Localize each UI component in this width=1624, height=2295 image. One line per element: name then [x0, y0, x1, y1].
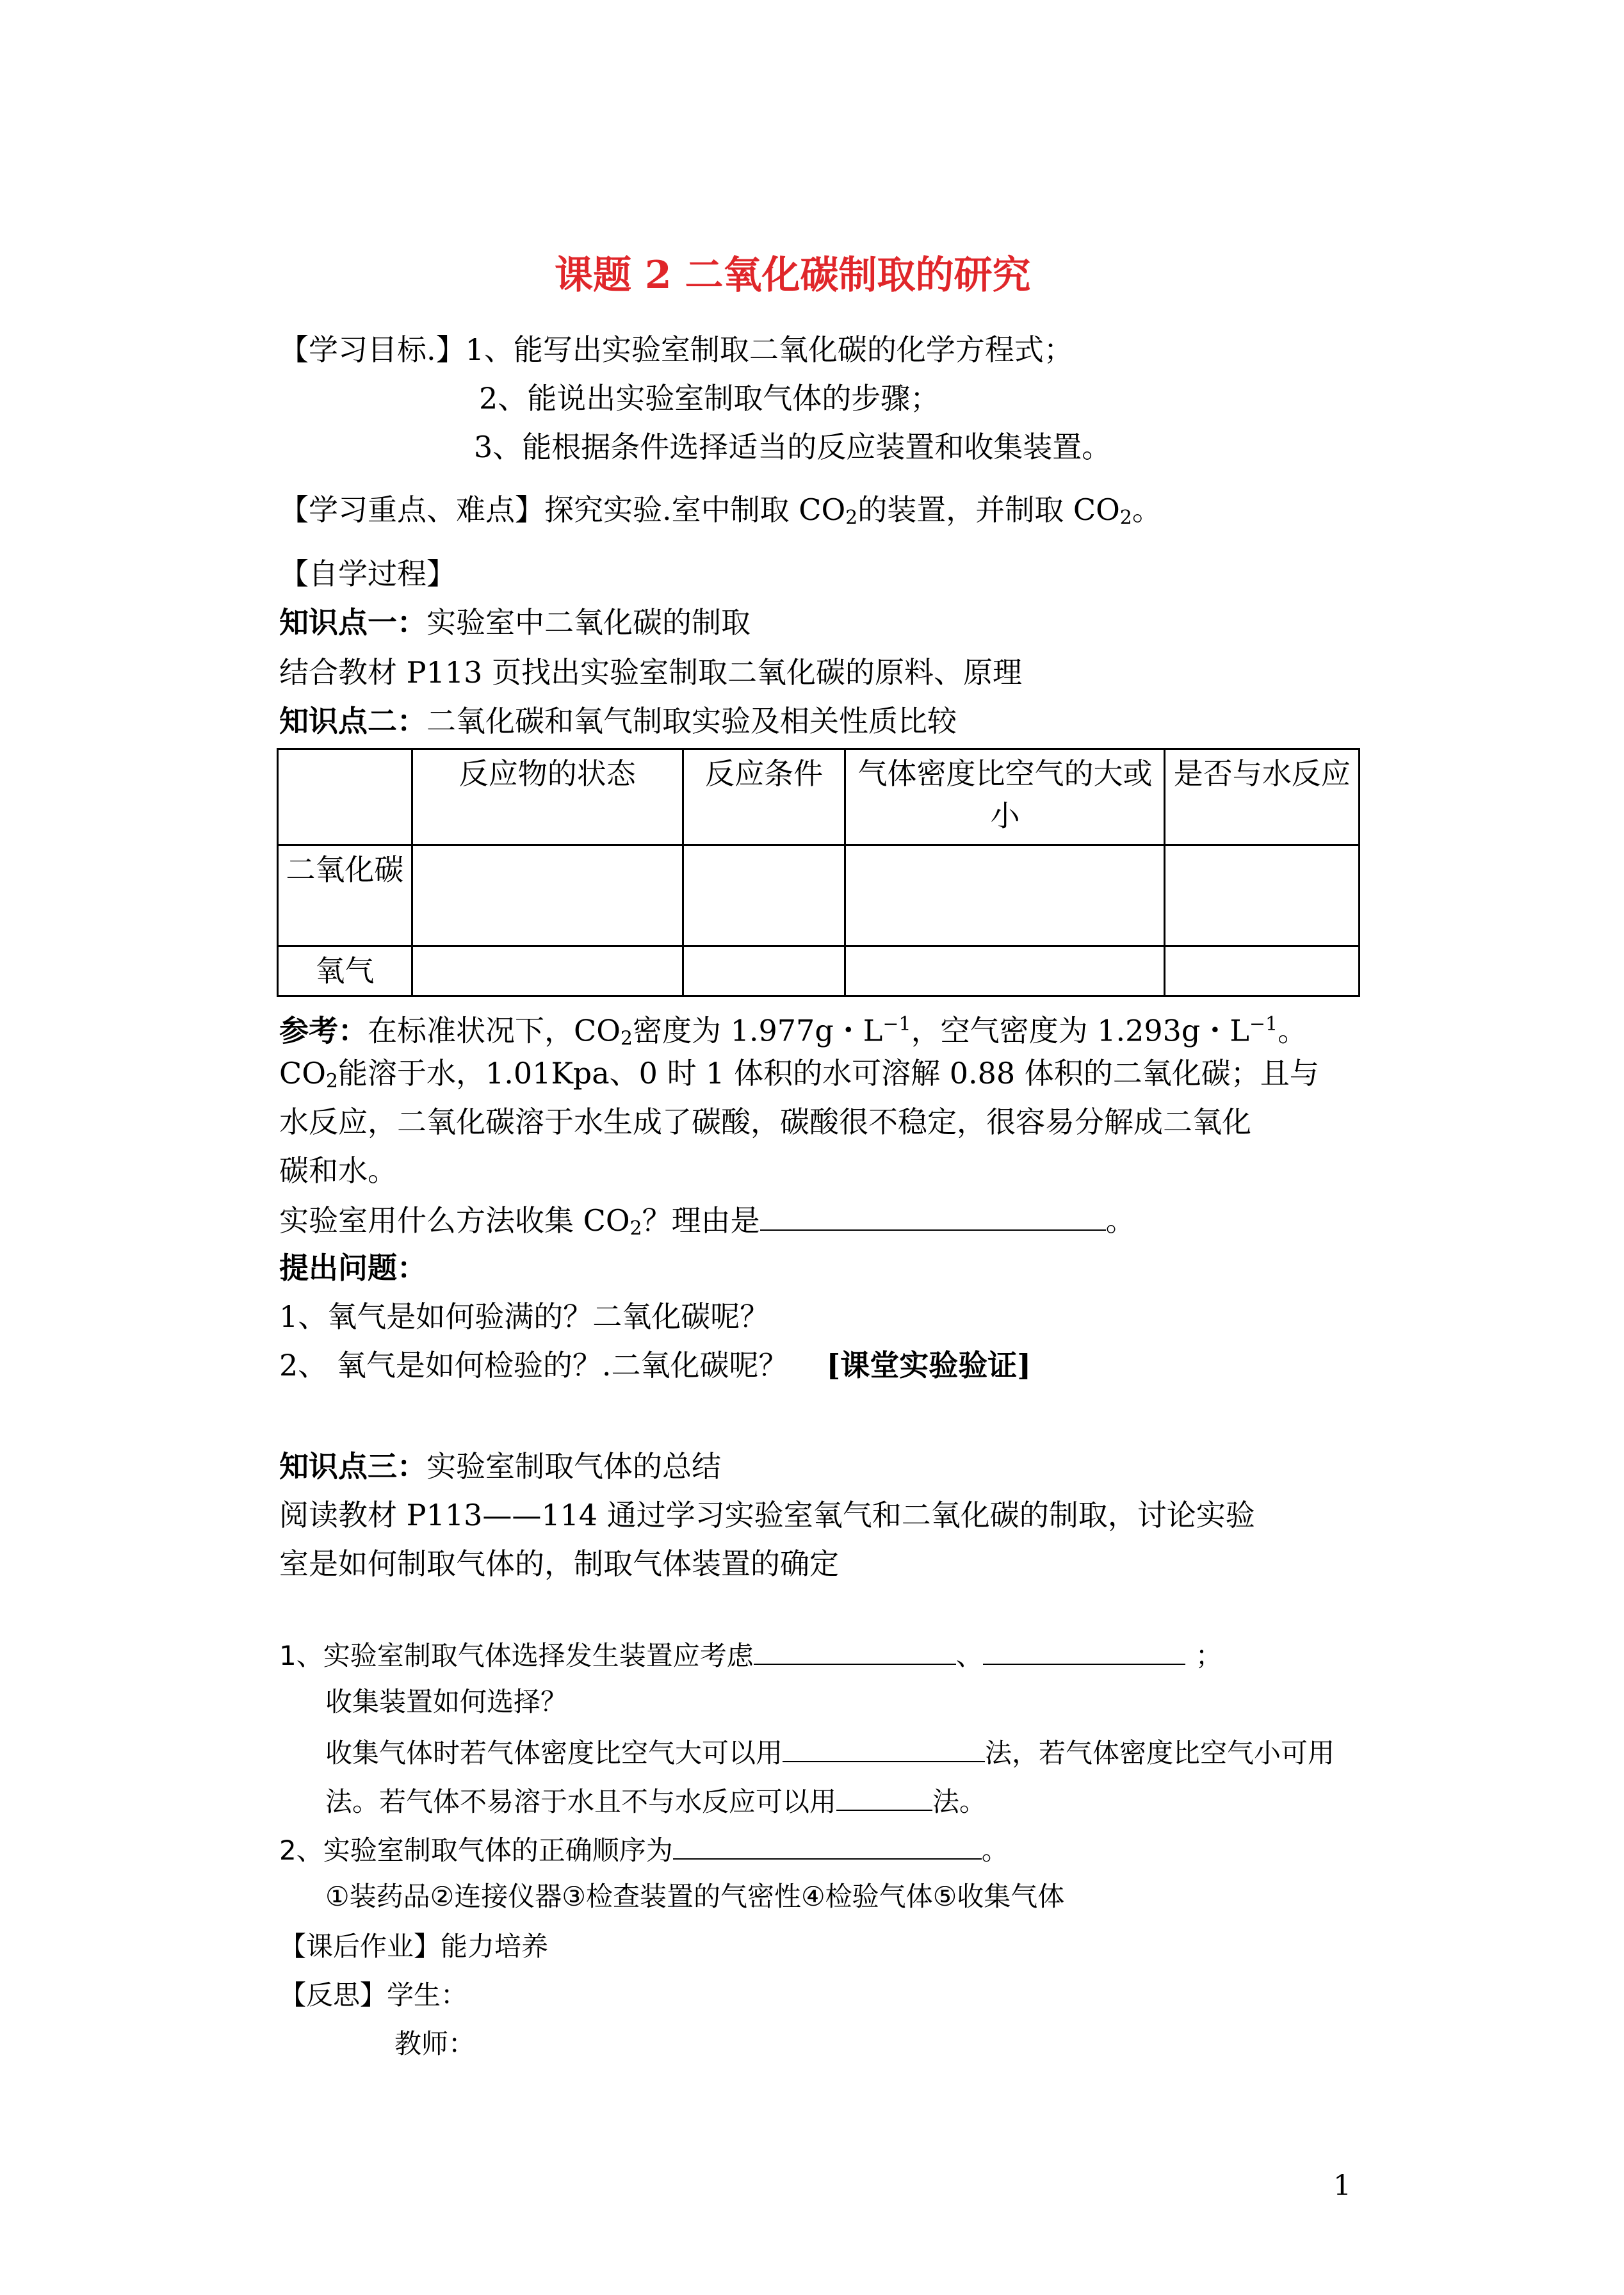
- table-row: [278, 845, 1360, 946]
- comparison-table: [277, 748, 1360, 997]
- knowledge-point-1: [279, 603, 751, 642]
- table-cell: [1165, 845, 1360, 946]
- key-points-sub-2: 2: [1119, 507, 1132, 529]
- questions-label: 提出问题：: [279, 1251, 426, 1285]
- summary-steps: ①装药品②连接仪器③检查装置的气密性④检验气体⑤收集气体: [325, 1881, 1065, 1912]
- knowledge-point-2: [279, 702, 957, 740]
- ref-l1-d: 。: [1278, 1013, 1308, 1048]
- reference-line-2: [279, 1054, 1319, 1101]
- table-cell: [845, 946, 1165, 996]
- s1-l3-b: 法，若气体密度比空气小可用: [985, 1737, 1335, 1769]
- homework: 【课后作业】能力培养: [279, 1931, 549, 1962]
- q-sub: 2: [629, 1217, 642, 1240]
- key-points-text-b: 的装置，并制取 CO: [857, 492, 1120, 527]
- summary-1-line-3: [325, 1731, 1335, 1772]
- knowledge-point-3: [279, 1447, 721, 1486]
- page-title: 课题 2 二氧化碳制取的研究: [555, 253, 1031, 298]
- verify-label: [课堂实验验证]: [826, 1348, 1032, 1383]
- reference-label: 参考：: [279, 1013, 368, 1048]
- q-text-b: ？理由是: [642, 1203, 760, 1238]
- summary-1-line-4: [325, 1780, 986, 1821]
- ref-sub: 2: [620, 1027, 633, 1050]
- ref-l1-c: ，空气密度为 1.293g・L: [911, 1013, 1249, 1048]
- table-header-row: [278, 749, 1360, 845]
- objectives-line-1: [279, 330, 1073, 369]
- table-header-cell: 反应物的状态: [412, 749, 683, 845]
- key-points-sub-1: 2: [845, 507, 858, 529]
- question-2: [279, 1346, 1031, 1384]
- page-number: 1: [1333, 2169, 1351, 2202]
- row-label: 二氧化碳: [278, 845, 412, 946]
- k1-text: 实验室中二氧化碳的制取: [426, 605, 751, 640]
- key-points-text-c: 。: [1132, 492, 1162, 527]
- s1-end: ；: [1195, 1640, 1222, 1671]
- answer-blank[interactable]: [754, 1634, 956, 1665]
- ref-sup: −1: [1249, 1013, 1278, 1035]
- s1-l4-b: 法。: [932, 1786, 987, 1817]
- table-header-cell: [278, 749, 412, 845]
- s1-l3-a: 收集气体时若气体密度比空气大可以用: [325, 1737, 783, 1769]
- reflection-teacher: 教师：: [394, 2028, 476, 2059]
- ref-l2-b: 能溶于水，1.01Kpa、0 时 1 体积的水可溶解 0.88 体积的二氧化碳；且与: [338, 1056, 1319, 1091]
- row-label: 氧气: [278, 946, 412, 996]
- summary-collection-question: 收集装置如何选择？: [325, 1686, 568, 1717]
- key-points-text-a: 探究实验.室中制取 CO: [544, 492, 846, 527]
- k2-label: 知识点二：: [279, 704, 426, 738]
- table-cell: [1165, 946, 1360, 996]
- k3-line-2: 阅读教材 P113——114 通过学习实验室氧气和二氧化碳的制取，讨论实验: [279, 1498, 1255, 1532]
- question-1: 1、氧气是如何验满的？二氧化碳呢？: [279, 1299, 770, 1334]
- table-header-cell: 反应条件: [683, 749, 845, 845]
- objectives-label: 【学习目标.】: [279, 332, 466, 367]
- ref-sub: 2: [325, 1070, 339, 1092]
- reference-line-3: 水反应，二氧化碳溶于水生成了碳酸，碳酸很不稳定，很容易分解成二氧化: [279, 1105, 1251, 1139]
- summary-1: [279, 1634, 1222, 1675]
- objective-2: 2、能说出实验室制取气体的步骤；: [479, 381, 940, 416]
- answer-blank[interactable]: [836, 1780, 932, 1811]
- answer-blank[interactable]: [760, 1200, 1106, 1231]
- reflection-student: 【反思】学生：: [279, 1979, 468, 2011]
- table-cell: [412, 845, 683, 946]
- s2-end: 。: [981, 1835, 1009, 1866]
- k3-line-3: 室是如何制取气体的，制取气体装置的确定: [279, 1546, 839, 1581]
- table-cell: [412, 946, 683, 996]
- ref-l1-b: 密度为 1.977g・L: [633, 1013, 883, 1048]
- key-points-label: 【学习重点、难点】: [279, 492, 544, 527]
- ref-sup: −1: [882, 1013, 911, 1035]
- key-points: [279, 491, 1162, 537]
- objective-1: 1、能写出实验室制取二氧化碳的化学方程式；: [465, 332, 1073, 367]
- question-2-text: 2、 氧气是如何检验的？.二氧化碳呢？: [279, 1348, 788, 1383]
- k3-text: 实验室制取气体的总结: [426, 1449, 721, 1484]
- table-row: [278, 946, 1360, 996]
- k3-label: 知识点三：: [279, 1449, 426, 1484]
- s1-sep: 、: [955, 1640, 983, 1671]
- answer-blank[interactable]: [673, 1829, 982, 1860]
- k2-text: 二氧化碳和氧气制取实验及相关性质比较: [426, 704, 957, 738]
- summary-2: [279, 1829, 1009, 1870]
- answer-blank[interactable]: [983, 1634, 1185, 1665]
- q-text-c: 。: [1105, 1203, 1135, 1238]
- ref-l2-a: CO: [279, 1056, 326, 1091]
- objective-3: 3、能根据条件选择适当的反应装置和收集装置。: [474, 430, 1112, 464]
- table-cell: [845, 845, 1165, 946]
- s2-text: 2、实验室制取气体的正确顺序为: [279, 1835, 673, 1866]
- s1-l4-a: 法。若气体不易溶于水且不与水反应可以用: [325, 1786, 837, 1817]
- table-cell: [683, 845, 845, 946]
- k1-line-2: 结合教材 P113 页找出实验室制取二氧化碳的原料、原理: [279, 655, 1022, 690]
- k1-label: 知识点一：: [279, 605, 426, 640]
- reference-line-4: 碳和水。: [279, 1153, 397, 1188]
- s1-text: 1、实验室制取气体选择发生装置应考虑: [279, 1640, 754, 1671]
- q-text-a: 实验室用什么方法收集 CO: [279, 1203, 630, 1238]
- table-cell: [683, 946, 845, 996]
- table-header-cell: 是否与水反应: [1165, 749, 1360, 845]
- answer-blank[interactable]: [783, 1731, 985, 1762]
- collection-question: [279, 1200, 1135, 1248]
- reference-line-1: [279, 1005, 1307, 1058]
- self-study-heading: 【自学过程】: [279, 556, 456, 591]
- ref-l1-a: 在标准状况下，CO: [368, 1013, 621, 1048]
- table-header-cell: 气体密度比空气的大或小: [845, 749, 1165, 845]
